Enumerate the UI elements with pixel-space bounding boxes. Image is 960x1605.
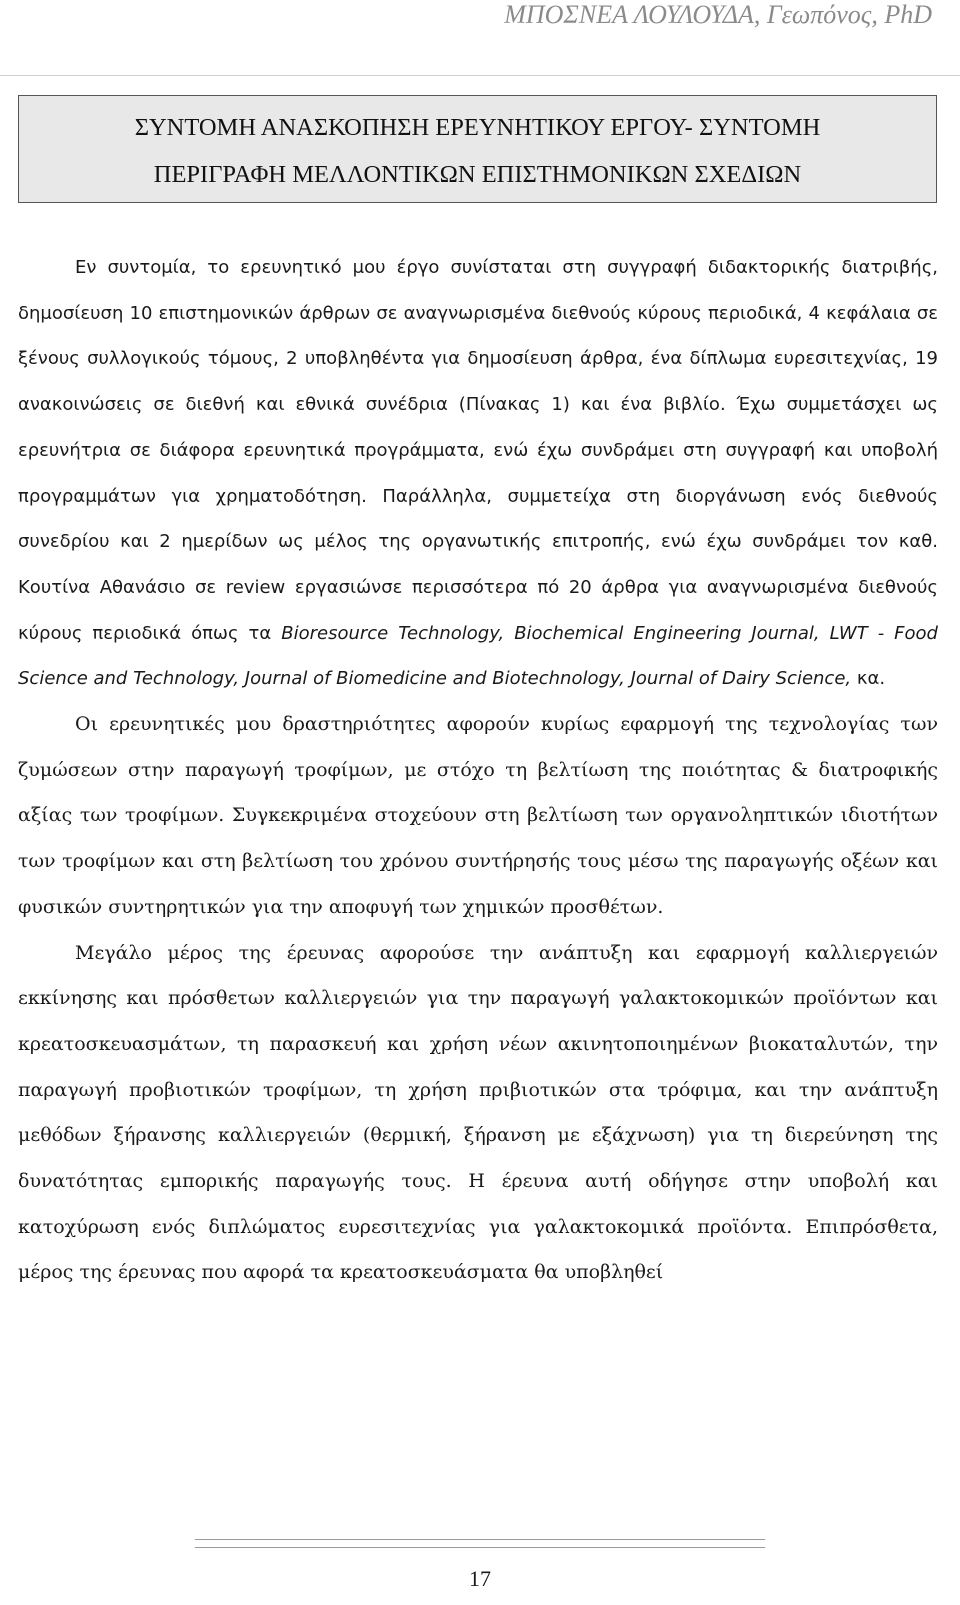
section-title-line-1: ΣΥΝΤΟΜΗ ΑΝΑΣΚΟΠΗΣΗ ΕΡΕΥΝΗΤΙΚΟΥ ΕΡΓΟΥ- ΣΥΝΤΟΜΗ [134,114,821,141]
page-number: 17 [469,1566,491,1591]
journal-list: Bioresource Technology, Biochemical Engineering Journal, LWT - Food Science and Technology, Journal of Biomedicine and Biotechnology, Journal of Dairy Science, [18,622,938,690]
section-title-box [18,95,937,203]
header-divider [0,75,960,76]
paragraph-3: Μεγάλο μέρος της έρευνας αφορούσε την ανάπτυξη και εφαρμογή καλλιεργειών εκκίνησης και πρόσθετων καλλιεργειών για την παραγωγή γαλακτοκομικών προϊόντων και κρεατοσκευασμάτων, τη παρασκευή και χρήση νέων ακινητοποιημένων βιοκαταλυτών, την παραγωγή προβιοτικών τροφίμων, τη χρήση πριβιοτικών στα τρόφιμα, και την ανάπτυξη μεθόδων ξήρανσης καλλιεργειών (θερμική, ξήρανση με εξάχνωση) για τη διερεύνηση της δυνατότητας εμπορικής παραγωγής τους. Η έρευνα αυτή οδήγησε στην υποβολή και κατοχύρωση ενός διπλώματος ευρεσιτεχνίας για γαλακτοκομικά προϊόντα. Επιπρόσθετα, μέρος της έρευνας που αφορά τα κρεατοσκευάσματα θα υποβληθεί [18,941,938,1284]
paragraph-2: Οι ερευνητικές μου δραστηριότητες αφορούν κυρίως εφαρμογή της τεχνολογίας των ζυμώσεων στην παραγωγή τροφίμων, με στόχο τη βελτίωση της ποιότητας & διατροφικής αξίας των τροφίμων. Συγκεκριμένα στοχεύουν στη βελτίωση των οργανοληπτικών ιδιοτήτων των τροφίμων και στη βελτίωση του χρόνου συντήρησής τους μέσω της παραγωγής οξέων και φυσικών συντηρητικών για την αποφυγή των χημικών προσθέτων. [18,713,938,918]
running-header: ΜΠΟΣΝΕΑ ΛΟΥΛΟΥΔΑ, Γεωπόνος, PhD [504,0,932,29]
paragraph-1-text: Εν συντομία, το ερευνητικό μου έργο συνίσταται στη συγγραφή διδακτορικής διατριβής, δημοσίευση 10 επιστημονικών άρθρων σε αναγνωρισμένα διεθνούς κύρους περιοδικά, 4 κεφάλαια σε ξένους συλλογικούς τόμους, 2 υποβληθέντα για δημοσίευση άρθρα, ένα δίπλωμα ευρεσιτεχνίας, 19 ανακοινώσεις σε διεθνή και εθνικά συνέδρια (Πίνακας 1) και ένα βιβλίο. Έχω συμμετάσχει ως ερευνήτρια σε διάφορα ερευνητικά προγράμματα, ενώ έχω συνδράμει στη συγγραφή και υποβολή προγραμμάτων για χρηματοδότηση. Παράλληλα, συμμετείχα στη διοργάνωση ενός διεθνούς συνεδρίου και 2 ημερίδων ως μέλος της οργανωτικής επιτροπής, ενώ έχω συνδράμει τον καθ. Κουτίνα Αθανάσιο σε review εργασιώνσε περισσότερα πό 20 άρθρα για αναγνωρισμένα διεθνούς κύρους περιοδικά όπως τα [18,257,938,644]
paragraph-1 [18,245,938,702]
section-title-line-2: ΠΕΡΙΓΡΑΦΗ ΜΕΛΛΟΝΤΙΚΩΝ ΕΠΙΣΤΗΜΟΝΙΚΩΝ ΣΧΕΔΙΩΝ [153,161,802,188]
footer-divider-top [195,1539,765,1540]
footer-divider-bottom [195,1547,765,1548]
paragraph-1-end: κα. [851,668,886,690]
body-text [18,245,938,1296]
